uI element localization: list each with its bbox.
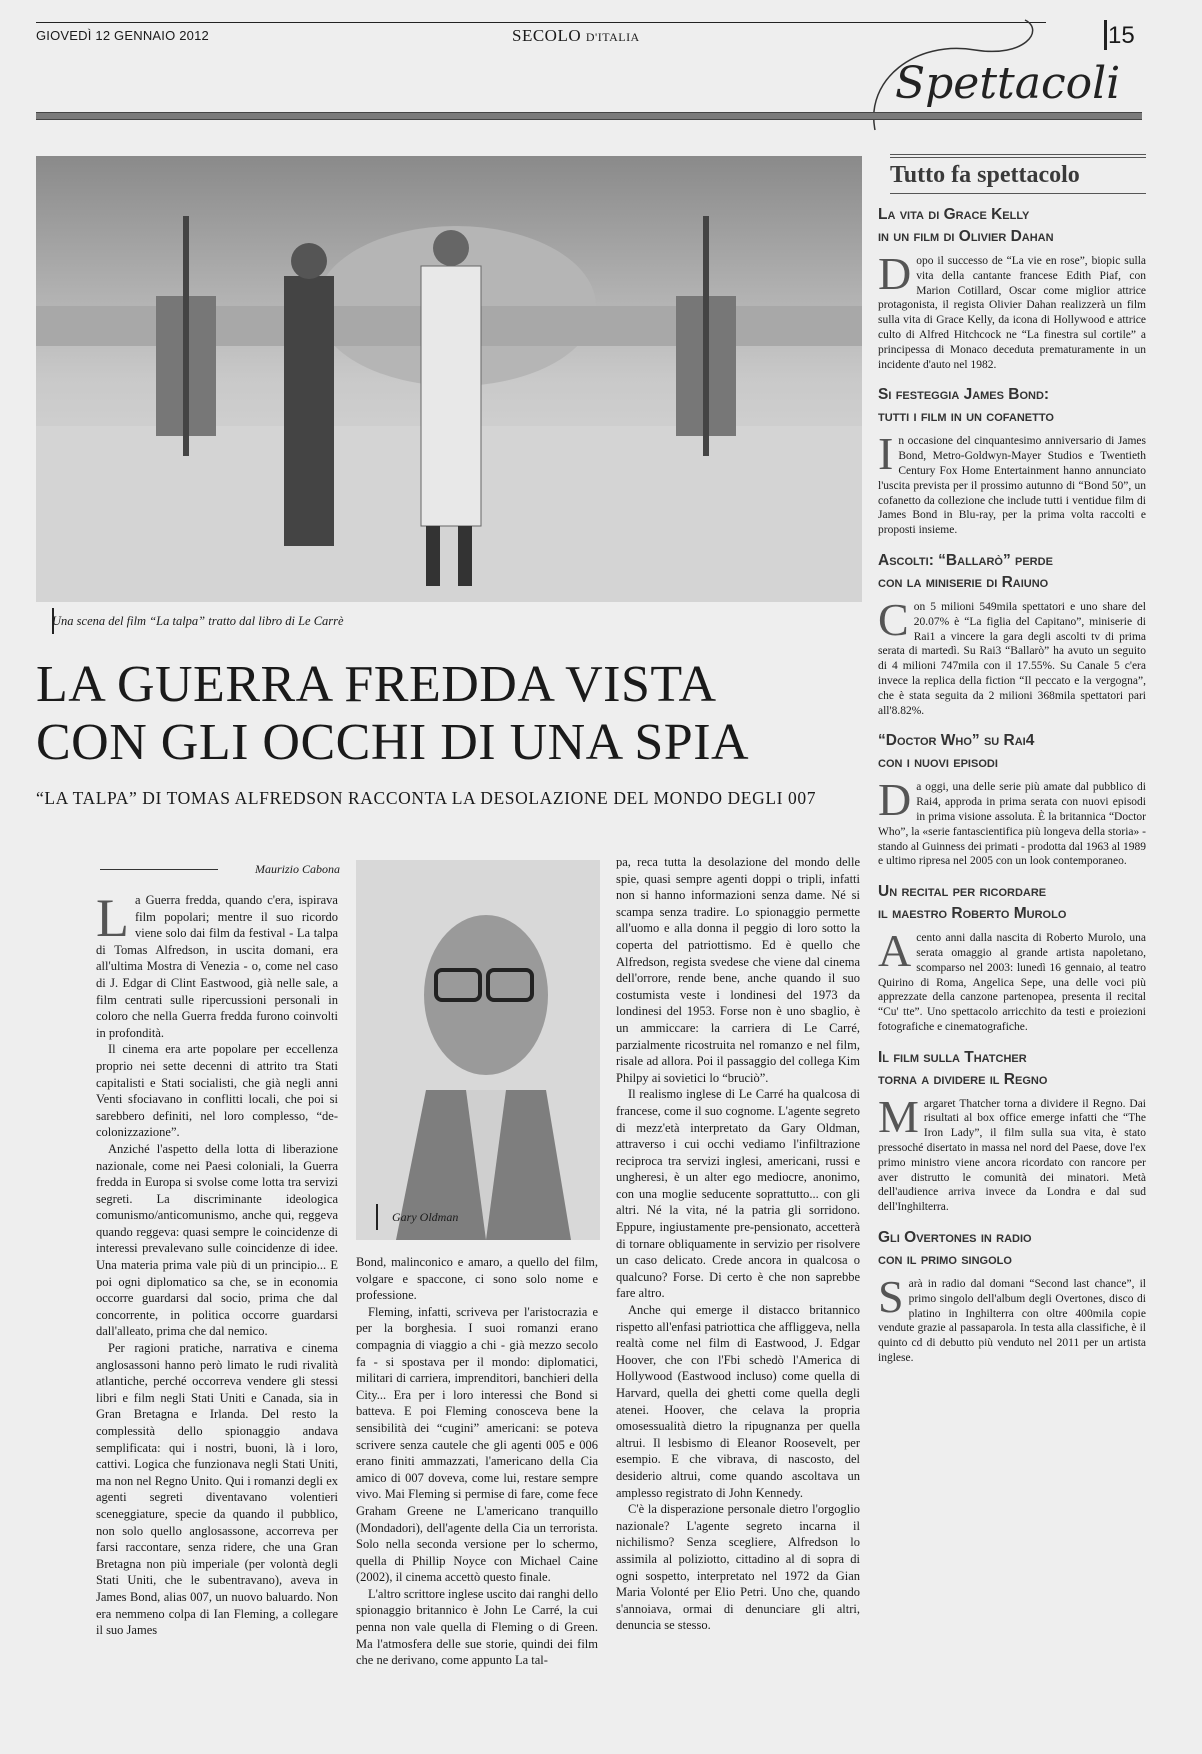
- sidebar-item: [878, 881, 1146, 1035]
- portrait-caption-bar: [376, 1204, 378, 1230]
- dropcap: I: [878, 428, 894, 480]
- sidebar-item-headline: Un recital per ricordare il maestro Roberto Murolo: [878, 883, 1067, 923]
- sidebar-item: [878, 1047, 1146, 1215]
- dropcap: A: [878, 925, 912, 977]
- article-headline: [36, 656, 866, 772]
- paragraph: Anziché l'aspetto della lotta di liberazione nazionale, come nei Paesi coloniali, la Guerra fredda in Europa si svolse come lotta tra servizi segreti. La discriminante ideologica comunismo/anticomunismo, anche qui, reggeva quando reggeva: quasi sempre le coincidenze di interessi prevalevano sulle coincidenze di idee. Una materia prima vale più di un principio... E poi ogni diplomatico sa che, se in economia occorre guardarsi dal socio, prima che dal concorrente, in politica occorre guardarsi dall'alleato, prima che dal nemico.: [96, 1141, 338, 1339]
- sidebar-item-body: Da oggi, una delle serie più amate dal pubblico di Rai4, approda in prima serata con nuovi episodi in prima visione assoluta. È la britannica “Doctor Who”, la «serie fantascientifica più longeva della storia» - stando al Guinness dei primati - prodotta dal 1963 al 1989 e ultimo ripresa nel 2005 con un look contemporaneo.: [878, 774, 1146, 868]
- paragraph: Il realismo inglese di Le Carré ha qualcosa di francese, come il suo cognome. L'agente segreto di mezz'età interpretato da Gary Oldman, attraverso i cui occhi vediamo l'infiltrazione reciproca tra servizi inglesi, americani, russi e ungheresi, è un alter ego mediocre, anonimo, con una moglie seducente soprattutto... con gli altri. Né la vita, né la patria gli sorridono. Eppure, ingiustamente pre-pensionato, accetterà di tornare obliquamente in servizio per risolvere un caso delicato. Crede ancora in qualcosa o qualcuno? Forse. Di certo è che non saprebbe fare altro.: [616, 1087, 860, 1301]
- paragraph: La Guerra fredda, quando c'era, ispirava film popolari; mentre il suo ricordo viene solo dai film da festival - La talpa di Tomas Alfredson, in uscita domani, era all'ultima Mostra di Venezia - o, come nel caso di J. Edgar di Clint Eastwood, già nelle sale, a film centrati sulle ripercussioni personali in coloro che nella Guerra fredda furono coinvolti in profondità.: [96, 888, 338, 1040]
- sidebar: [878, 154, 1146, 1378]
- article-column-3: [616, 854, 860, 1634]
- sidebar-item-headline: Si festeggia James Bond: tutti i film in un cofanetto: [878, 386, 1054, 426]
- airplane-scene-image: [36, 156, 862, 602]
- sidebar-item-body: Acento anni dalla nascita di Roberto Murolo, una serata omaggio al grande artista napoletano, scomparso nel 2003: lunedì 16 gennaio, al teatro Quirino di Roma, Angelica Sepe, una delle voci più apprezzate della canzone partenopea, presenta il recital “Cu' tte”. Uno spettacolo arricchito da testi e proiezioni fotografiche e cinematografiche.: [878, 925, 1146, 1033]
- dropcap: C: [878, 593, 909, 645]
- masthead-small: D'ITALIA: [585, 30, 640, 44]
- headline-line-2: CON GLI OCCHI DI UNA SPIA: [36, 714, 750, 771]
- section-logo: [855, 20, 1121, 140]
- article-subheadline: “LA TALPA” DI TOMAS ALFREDSON RACCONTA LA DESOLAZIONE DEL MONDO DEGLI 007: [36, 788, 817, 808]
- sidebar-item: [878, 384, 1146, 538]
- sidebar-item-body: Margaret Thatcher torna a dividere il Regno. Dai risultati al box office emerge infatti che “The Iron Lady”, il film sulla sua vita, è stato pressoché disertato in massa nel nord del Paese, dove l'ex primo ministro viene ancora ricordato con rancore per aver distrutto le comunità dei minatori. Metà dell'audience arriva invece da Londra e dal sud dell'Inghilterra.: [878, 1090, 1146, 1214]
- paragraph: Fleming, infatti, scriveva per l'aristocrazia e per la borghesia. I suoi romanzi erano compagnia di viaggio a chi - già mezzo secolo fa - si spostava per il mondo: diplomatici, militari di carriera, imprenditori, banchieri della City... Era per i loro interessi che Bond si batteva. E poi Fleming conosceva bene la sensibilità dei “cugini” americani: se poteva scrivere senza cautele che gli agenti 005 e 006 erano finiti ammazzati, l'americano della Cia amico di 007 doveva, come lui, restare sempre vivo. Mai Fleming si permise di fare, come fece Graham Greene ne L'americano tranquillo (Mondadori), dell'agente della Cia un terrorista. Solo nella seconda versione per lo schermo, quella di Phillip Noyce con Michael Caine (2002), il cinema accettò questo finale.: [356, 1304, 598, 1585]
- paragraph: Il cinema era arte popolare per eccellenza proprio nei sette decenni di attrito tra Stati capitalisti e Stati socialisti, che già negli anni Venti sfociavano in conflitti locali, che poi si sarebbero definiti, nel loro complesso, “de-colonizzazione”.: [96, 1042, 338, 1140]
- sidebar-item-headline: Gli Overtones in radio con il primo singolo: [878, 1229, 1032, 1269]
- section-swirl-icon: [855, 20, 1121, 140]
- issue-date: GIOVEDÌ 12 GENNAIO 2012: [36, 28, 209, 43]
- sidebar-item: [878, 730, 1146, 869]
- sidebar-item-body: In occasione del cinquantesimo anniversario di James Bond, Metro-Goldwyn-Mayer Studios e Twentieth Century Fox Home Entertainment hanno annunciato l'uscita prevista per il prossimo autunno di “Bond 50”, un cofanetto da collezione che include tutti i ventidue film di James Bond in Blu-ray, per la prima volta raccolti e proposti insieme.: [878, 428, 1146, 537]
- paragraph: C'è la disperazione personale dietro l'orgoglio nazionale? L'agente segreto incarna il nichilismo? Senza scegliere, Alfredson lo assimila al poliziotto, cittadino al di sopra di ogni sospetto, interpretato nel 1972 da Gian Maria Volonté per Elio Petri. Uno che, quando s'annoiava, ormai di denunciare gli altri, denuncia se stesso.: [616, 1502, 860, 1633]
- dropcap: D: [878, 774, 912, 826]
- article-column-1: [96, 888, 338, 1639]
- sidebar-item-body: Dopo il successo de “La vie en rose”, biopic sulla vita della cantante francese Edith Piaf, con Marion Cotillard, Oscar come miglior attrice protagonista, il regista Olivier Dahan realizzerà un film sulla vita di Grace Kelly, da icona di Hollywood e attrice culto di Alfred Hitchcock ne “La finestra sul cortile” a principessa di Monaco deceduta prematuramente in un incidente d'auto nel 1982.: [878, 248, 1146, 371]
- sidebar-item-headline: La vita di Grace Kelly in un film di Olivier Dahan: [878, 206, 1054, 245]
- page-number: 15: [1108, 22, 1135, 49]
- headline-line-1: LA GUERRA FREDDA VISTA: [36, 656, 717, 713]
- byline-rule: [100, 869, 218, 870]
- dropcap: D: [878, 248, 912, 299]
- sidebar-item-headline: Ascolti: “Ballarò” perde con la miniserie di Raiuno: [878, 551, 1053, 591]
- paragraph: Per ragioni pratiche, narrativa e cinema anglosassoni hanno però limato le rudi rivalità atlantiche, perché occorreva vendere gli stessi libri e film negli Stati Uniti e Canada, sia in Gran Bretagna e Irlanda. Del resto la complessità dello spionaggio andava semplificata: qui i nostri, buoni, là i loro, cattivi. Logica che funzionava negli Stati Uniti, ma non nel Regno Unito. Qui i romanzi degli ex agenti segreti diventavano volentieri sceneggiature, specie da quando il pubblico, non solo quello anglosassone, accorreva per farsi raccontare, senza ridere, che una Gran Bretagna non più imperiale (per volontà degli Stati Uniti, che le subentravano), aveva in James Bond, alias 007, un nuovo baluardo. Non era nemmeno colpa di Ian Fleming, a collegare il suo James: [96, 1341, 338, 1638]
- paragraph: Bond, malinconico e amaro, a quello del film, volgare e spaccone, ci sono solo nome e professione.: [356, 1255, 598, 1303]
- sidebar-item-body: Con 5 milioni 549mila spettatori e uno share del 20.07% è “La figlia del Capitano”, miniserie di Rai1 a vincere la gara degli ascolti tv di prima serata di martedì. Su Rai3 “Ballarò” ha avuto un seguito di 4 milioni 747mila con il 17.55%. Su Canale 5 c'era invece la replica della fiction “Il peccato e la vergogna”, che è stata seguita da 2 milioni 368mila spettatori pari all'8.82%.: [878, 593, 1146, 717]
- portrait-image: [356, 860, 600, 1240]
- page-number-bar: [1104, 20, 1107, 50]
- sidebar-item: [878, 1227, 1146, 1366]
- sidebar-item-body: Sarà in radio dal domani “Second last chance”, il primo singolo dell'album degli Overtones, disco di platino in Inghilterra con oltre 400mila copie vendute grazie al passaparola. In testa alla classifiche, è il quinto cd di debutto più venduto nel 2011 per un artista inglese.: [878, 1271, 1146, 1365]
- sidebar-item-headline: “Doctor Who” su Rai4 con i nuovi episodi: [878, 732, 1035, 772]
- sidebar-item-headline: Il film sulla Thatcher torna a dividere il Regno: [878, 1048, 1048, 1088]
- paragraph: L'altro scrittore inglese uscito dai ranghi dello spionaggio britannico è John Le Carré, la cui penna non vale quella di Fleming o di Green. Ma l'atmosfera delle sue storie, quindi dei film che ne derivano, come appunto La tal-: [356, 1586, 598, 1668]
- paragraph: Anche qui emerge il distacco britannico rispetto all'enfasi patriottica che affliggeva, nella realtà come nel film di Eastwood, J. Edgar Hoover, che con l'Fbi schedò l'America di Hollywood (Eastwood incluso) come quella di Harvard, quella dei ghetti come quella degli atenei. Hoover, che celava la propria omosessualità dietro la ripugnanza per quella altrui. Il lesbismo di Eleanor Roosevelt, per esempio. E che vibrava, di nascosto, del desiderio altrui, come quando ascoltava un amplesso registrato di John Kennedy.: [616, 1303, 860, 1500]
- sidebar-item: [878, 204, 1146, 372]
- byline: Maurizio Cabona: [254, 862, 340, 876]
- photo-caption: Una scena del film “La talpa” tratto dal libro di Le Carrè: [52, 614, 344, 628]
- article-column-2: [356, 1254, 598, 1669]
- portrait-photo: [356, 860, 600, 1240]
- portrait-caption: Gary Oldman: [392, 1210, 459, 1224]
- sidebar-title: Tutto fa spettacolo: [890, 154, 1146, 194]
- header-bottom-rule: [36, 112, 1142, 120]
- dropcap: M: [878, 1090, 919, 1142]
- dropcap: L: [96, 888, 129, 948]
- masthead-main: SECOLO: [512, 26, 582, 45]
- section-name: Spettacoli: [895, 58, 1121, 109]
- paragraph: pa, reca tutta la desolazione del mondo delle spie, quasi sempre agenti doppi o tripli, infatti non si hanno informazioni senza dame. Né si scampa senza tradire. Lo spionaggio permette all'uomo e alla donna il peggio di loro sotto la coperta del patriottismo. Ed è quello che Alfredson, regista svedese che viene dal cinema dell'orrore, rende bene, anche quando il suo costumista veste i londinesi del 1973 da londinesi del 1953. Forse non è uno sbaglio, è un ammiccare: la carriera di Le Carré, parzialmente ricostruita nel romanzo e nel film, risale ad allora. Poi il passaggio del collega Kim Philpy ai sovietici lo “bruciò”.: [616, 855, 860, 1085]
- lead-photo: [36, 156, 862, 602]
- sidebar-item: [878, 550, 1146, 718]
- dropcap: S: [878, 1271, 904, 1323]
- masthead: [512, 26, 640, 46]
